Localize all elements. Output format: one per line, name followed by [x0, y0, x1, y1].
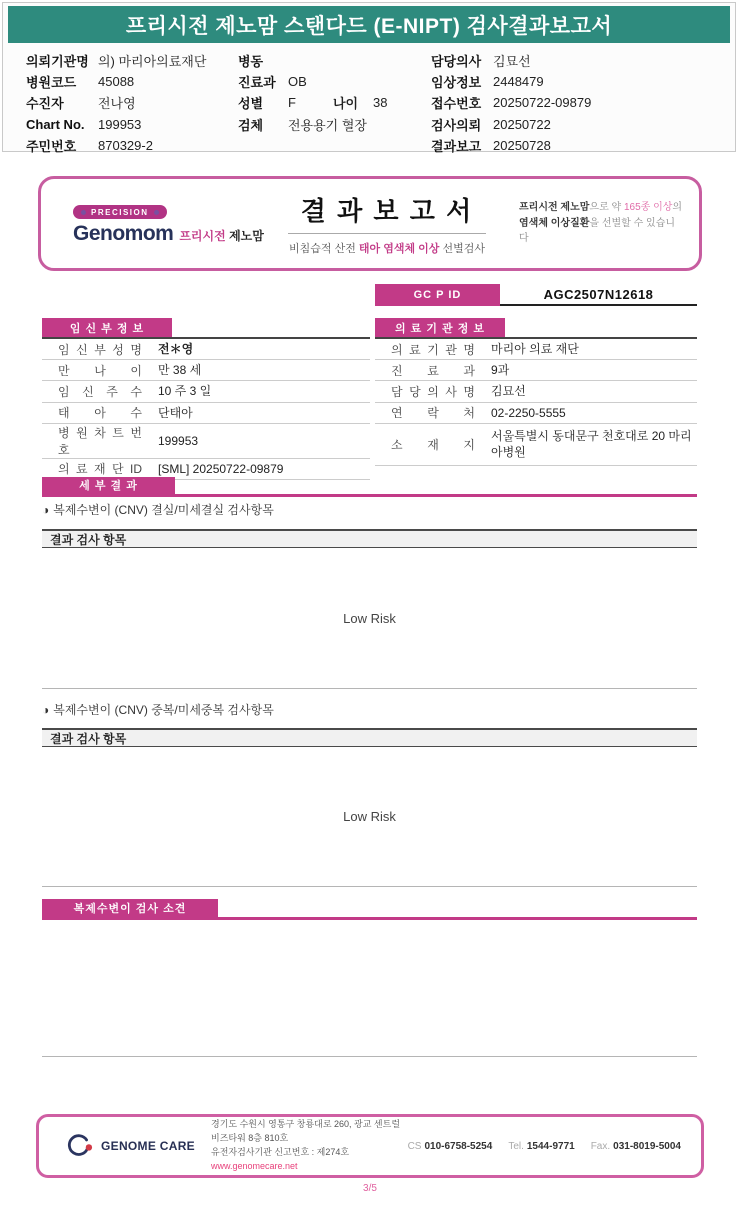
field-row-doctor	[431, 50, 591, 70]
field-row-specimen	[238, 114, 387, 134]
table-row	[42, 424, 370, 459]
order-header-block	[2, 2, 736, 152]
genomom-brand	[41, 202, 264, 246]
footer-website-link[interactable]: www.genomecare.net	[211, 1160, 298, 1171]
field-label: 검체	[238, 117, 264, 133]
table-row	[375, 403, 697, 424]
order-info-grid	[3, 43, 735, 154]
field-row-sex-age	[238, 92, 387, 112]
row-value: 김묘선	[491, 384, 526, 399]
field-value: 전용용기 혈장	[288, 117, 367, 133]
tel-contact: Tel. 1544-9771	[508, 1140, 575, 1152]
gcpid-row	[375, 284, 697, 306]
field-label: 나이	[333, 95, 359, 111]
footer-address	[211, 1118, 408, 1174]
field-row-clinical-info	[431, 71, 591, 91]
row-value: 199953	[158, 433, 199, 448]
field-label: 병동	[238, 53, 264, 69]
field-row-ordering-institution	[26, 50, 206, 70]
patient-info-table	[42, 318, 370, 480]
footer-contacts	[408, 1141, 681, 1152]
field-row-receipt-no	[431, 92, 591, 112]
genomecare-logo	[65, 1133, 211, 1160]
field-row-chart-no	[26, 114, 206, 134]
field-row-resident-no	[26, 135, 206, 155]
field-row-patient	[26, 92, 206, 112]
field-value: 2448479	[493, 73, 544, 89]
section-divider	[42, 886, 697, 887]
gcpid-label-badge: GC P ID	[375, 284, 500, 306]
brand-korean-name: 프리시전 제노맘	[179, 228, 264, 243]
row-label: 담 당 의 사 명	[391, 384, 475, 399]
field-row-report-date	[431, 135, 591, 155]
table-row	[375, 360, 697, 381]
field-value: 전나영	[98, 95, 136, 111]
half-circle-bullet-icon: ◑	[42, 703, 50, 717]
institution-info-body	[375, 337, 697, 466]
cnv-heading-text: 복제수변이 (CNV) 중복/미세중복 검사항목	[53, 703, 274, 717]
content-divider	[42, 1056, 697, 1057]
brand-tagline: 프리시전 제노맘으로 약 165종 이상의 염색체 이상질환을 선별할 수 있습니다	[519, 202, 683, 245]
field-value: 20250722	[493, 116, 551, 132]
field-value: OB	[288, 73, 307, 89]
field-label: Chart No.	[26, 116, 85, 132]
result-header-label: 결과 검사 항목	[50, 532, 127, 547]
title-divider	[288, 233, 486, 234]
details-section-head	[42, 476, 697, 497]
patient-info-body	[42, 337, 370, 480]
table-row	[375, 424, 697, 466]
order-info-col3	[431, 50, 591, 156]
row-label: 의 료 재 단 ID	[58, 462, 142, 477]
row-value: 서울특별시 동대문구 천호대로 20 마리아병원	[491, 429, 692, 460]
genomecare-mark-icon	[65, 1133, 95, 1160]
findings-section-head	[42, 899, 697, 920]
half-circle-bullet-icon: ◑	[42, 503, 50, 517]
institution-info-table	[375, 318, 697, 466]
report-title: 결 과 보 고 서	[300, 196, 474, 226]
findings-section-badge: 복제수변이 검사 소견	[42, 899, 218, 917]
field-label: 성별	[238, 95, 264, 111]
patient-info-badge: 임 신 부 정 보	[42, 318, 172, 337]
result-header-bar	[42, 728, 697, 747]
table-row	[375, 381, 697, 402]
order-info-col2	[238, 50, 387, 135]
institution-info-badge: 의 료 기 관 정 보	[375, 318, 505, 337]
gcpid-value: AGC2507N12618	[500, 284, 697, 306]
field-value: 의) 마리아의료재단	[98, 53, 207, 69]
row-value: 9과	[491, 363, 510, 378]
field-value: F	[288, 94, 296, 110]
result-value: Low Risk	[343, 611, 396, 626]
details-section-badge: 세 부 결 과	[42, 477, 175, 494]
row-label: 병 원 차 트 번 호	[58, 425, 142, 457]
field-row-department	[238, 71, 387, 91]
cnv-duplication-heading	[42, 701, 274, 718]
result-value: Low Risk	[343, 809, 396, 824]
row-value: 02-2250-5555	[491, 405, 566, 420]
field-label: 진료과	[238, 74, 276, 90]
badge-dot-icon	[154, 210, 159, 215]
row-label: 임 신 주 수	[58, 384, 142, 399]
page-number: 3/5	[363, 1183, 377, 1194]
footer-registration-line: 유전자검사기관 신고번호 : 제274호	[211, 1147, 350, 1157]
report-header-box	[38, 176, 702, 271]
field-label: 수진자	[26, 95, 64, 111]
field-row-test-request-date	[431, 114, 591, 134]
field-value: 20250728	[493, 137, 551, 153]
table-row	[42, 360, 370, 381]
table-row	[42, 403, 370, 424]
report-title-bar: 프리시전 제노맘 스탠다드 (E-NIPT) 검사결과보고서	[8, 6, 730, 43]
field-value: 20250722-09879	[493, 94, 592, 110]
field-value: 870329-2	[98, 137, 153, 153]
field-label: 결과보고	[431, 138, 482, 154]
field-label: 검사의뢰	[431, 117, 482, 133]
cnv-deletion-heading	[42, 501, 274, 518]
field-label: 주민번호	[26, 138, 77, 154]
row-label: 진 료 과	[391, 363, 475, 378]
field-label: 담당의사	[431, 53, 482, 69]
brand-line	[73, 221, 264, 246]
precision-badge	[73, 205, 167, 219]
field-value: 45088	[98, 73, 135, 89]
footer-box	[36, 1114, 704, 1178]
order-info-col1	[26, 50, 206, 156]
result-header-label: 결과 검사 항목	[50, 731, 127, 746]
cnv-heading-text: 복제수변이 (CNV) 결실/미세결실 검사항목	[53, 503, 274, 517]
field-label: 병원코드	[26, 74, 77, 90]
row-label: 태 아 수	[58, 406, 142, 421]
report-subtitle: 비침습적 산전 태아 염색체 이상 선별검사	[289, 243, 485, 255]
row-value: 만 38 세	[158, 363, 202, 378]
row-value: 마리아 의료 재단	[491, 342, 579, 356]
field-value: 199953	[98, 116, 142, 132]
row-label: 소 재 지	[391, 437, 475, 452]
field-row-ward	[238, 50, 387, 70]
table-row	[42, 381, 370, 402]
report-title-block	[255, 191, 519, 256]
row-value: 단태아	[158, 405, 193, 420]
table-row	[42, 339, 370, 360]
row-value: [SML] 20250722-09879	[158, 461, 284, 476]
table-row	[375, 339, 697, 360]
row-label: 만 나 이	[58, 363, 142, 378]
field-row-hospital-code	[26, 71, 206, 91]
row-value: 10 주 3 일	[158, 384, 212, 399]
row-label: 의 료 기 관 명	[391, 342, 475, 357]
row-label: 임 신 부 성 명	[58, 342, 142, 357]
result-header-bar	[42, 529, 697, 548]
field-value: 김묘선	[493, 53, 531, 69]
section-divider	[42, 688, 697, 689]
precision-badge-label: PRECISION	[91, 207, 149, 217]
fax-contact: Fax. 031-8019-5004	[590, 1140, 681, 1152]
badge-dot-icon	[81, 210, 86, 215]
genomecare-name: GENOME CARE	[101, 1139, 195, 1153]
field-label: 임상정보	[431, 74, 482, 90]
footer-address-line1: 경기도 수원시 영통구 창룡대로 260, 광교 센트럴비즈타워 8층 810호	[211, 1119, 401, 1144]
field-label: 접수번호	[431, 95, 482, 111]
row-label: 연 락 처	[391, 406, 475, 421]
genomom-logo: Genomom	[73, 221, 174, 245]
row-value: 전＊영	[158, 342, 194, 356]
cs-contact: CS 010-6758-5254	[407, 1140, 493, 1152]
field-label: 의뢰기관명	[26, 53, 89, 69]
field-value: 38	[373, 94, 388, 110]
